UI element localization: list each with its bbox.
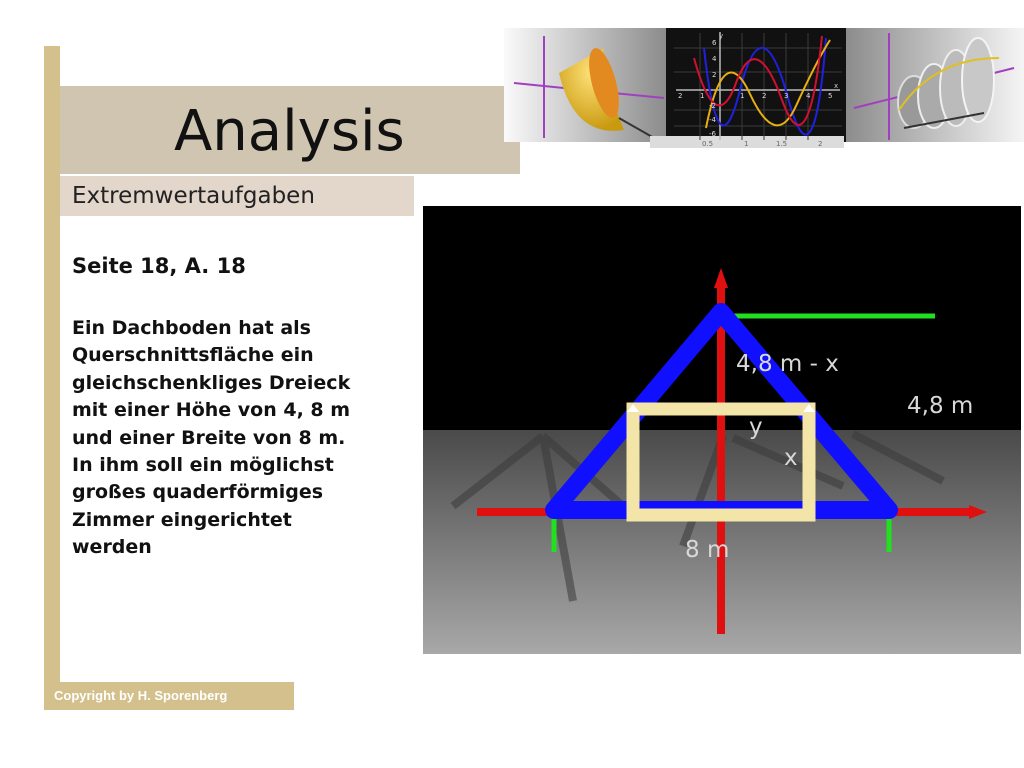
graph-bottom-tick: 0.5 (702, 140, 714, 148)
graph-x-label: x (834, 82, 839, 90)
copyright-text: Copyright by H. Sporenberg (54, 688, 228, 703)
subtitle: Extremwertaufgaben (72, 183, 315, 209)
label-base: 8 m (685, 537, 730, 563)
graph-x-tick: 2 (762, 92, 767, 100)
header-illustrations (504, 28, 1024, 150)
graph-x-tick: 2 (678, 92, 683, 100)
page-title: Analysis (174, 99, 405, 164)
graph-x-tick: 4 (806, 92, 811, 100)
exercise-heading: Seite 18, A. 18 (72, 254, 246, 278)
exercise-text-line: Zimmer eingerichtet (72, 508, 292, 531)
exercise-text-line: Ein Dachboden hat als (72, 317, 311, 339)
exercise-text-line: Querschnittsfläche ein (72, 344, 314, 367)
graph-bottom-tick: 1 (744, 140, 749, 148)
graph-y-tick: 2 (712, 71, 717, 79)
graph-x-tick: 3 (784, 92, 789, 100)
exercise-text (72, 315, 412, 562)
graph-y-tick: -4 (709, 116, 716, 124)
exercise-text-line: gleichschenkliges Dreieck (72, 371, 351, 394)
graph-y-tick: -6 (709, 130, 716, 138)
graph-x-tick: 1 (740, 92, 745, 100)
label-height: 4,8 m (907, 393, 974, 419)
function-graph-thumbnail (650, 28, 846, 148)
graph-y-tick: 6 (712, 39, 717, 47)
left-accent-bar (44, 46, 60, 710)
graph-y-tick: -2 (709, 102, 716, 110)
graph-y-tick: 4 (712, 55, 717, 63)
exercise-text-line: mit einer Höhe von 4, 8 m (72, 399, 351, 422)
label-top-segment: 4,8 m - x (736, 351, 839, 377)
exercise-text-line: In ihm soll ein möglichst (72, 454, 334, 477)
label-x: x (784, 445, 798, 471)
graph-bottom-tick: 2 (818, 140, 823, 148)
graph-x-tick: 5 (828, 92, 833, 100)
exercise-text-line: und einer Breite von 8 m. (72, 426, 346, 449)
attic-cross-section-figure (423, 206, 1021, 654)
rotation-body-illustration (846, 28, 1024, 142)
exercise-text-line: großes quaderförmiges (72, 481, 324, 504)
label-y: y (749, 414, 763, 440)
exercise-text-line: werden (72, 536, 152, 559)
paraboloid-illustration (504, 28, 666, 142)
graph-x-tick: 1 (700, 92, 705, 100)
graph-y-label: y (719, 32, 724, 40)
graph-bottom-tick: 1.5 (776, 140, 788, 148)
